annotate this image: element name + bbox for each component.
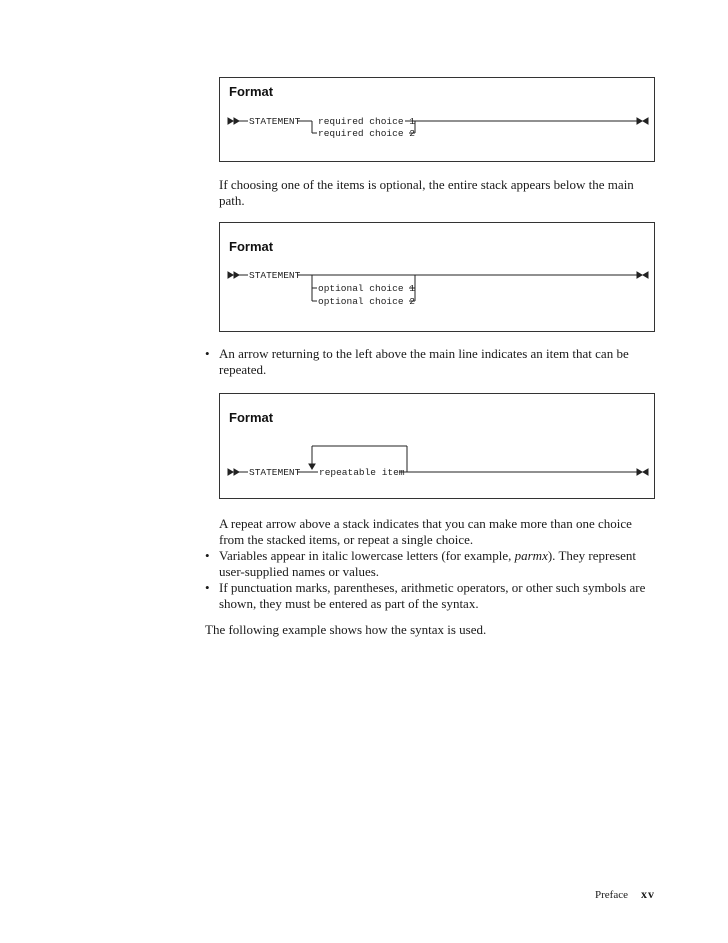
start-arrow-icon	[228, 118, 233, 124]
end-arrow-icon	[637, 272, 642, 278]
diagram-title: Format	[229, 84, 274, 99]
statement-keyword: STATEMENT	[249, 116, 301, 127]
repeatable-item-diagram	[220, 394, 656, 500]
required-choice-diagram	[220, 78, 656, 163]
syntax-diagram-required	[219, 77, 655, 162]
paragraph-example-intro: The following example shows how the syntax is used.	[205, 622, 487, 637]
paragraph-optional: If choosing one of the items is optional, the entire stack appears below the main path.	[219, 177, 634, 208]
start-arrow-icon	[234, 118, 239, 124]
optional-choice-diagram	[220, 223, 656, 333]
end-arrow-icon	[643, 469, 648, 475]
bullet-marker: •	[205, 548, 210, 563]
bullet-marker: •	[205, 580, 210, 595]
bullet-variables	[219, 548, 659, 580]
variables-text-end: ). They represent user-supplied names or values.	[219, 548, 637, 579]
diagram-title: Format	[229, 410, 274, 425]
variable-example: parmx	[514, 548, 548, 563]
repeat-arrow-icon	[309, 464, 315, 469]
page-number: xv	[641, 887, 655, 901]
end-arrow-icon	[637, 118, 642, 124]
statement-keyword: STATEMENT	[249, 270, 301, 281]
end-arrow-icon	[643, 118, 648, 124]
bullet-repeat-arrow: An arrow returning to the left above the main line indicates an item that can be repeated.	[219, 346, 629, 377]
footer-section: Preface	[595, 889, 628, 901]
repeatable-item: repeatable item	[319, 467, 405, 478]
optional-choice-1: optional choice 1	[318, 283, 415, 294]
start-arrow-icon	[234, 272, 239, 278]
syntax-diagram-optional	[219, 222, 655, 332]
required-choice-1: required choice 1	[318, 116, 415, 127]
diagram-title: Format	[229, 239, 274, 254]
optional-choice-2: optional choice 2	[318, 296, 415, 307]
statement-keyword: STATEMENT	[249, 467, 301, 478]
syntax-diagram-repeatable	[219, 393, 655, 499]
end-arrow-icon	[637, 469, 642, 475]
paragraph-repeat-stack: A repeat arrow above a stack indicates that you can make more than one choice from the stacked items, or repeat a single choice.	[219, 516, 632, 547]
variables-text-start: Variables appear in italic lowercase letters (for example,	[219, 548, 515, 563]
required-choice-2: required choice 2	[318, 128, 415, 139]
bullet-marker: •	[205, 346, 210, 361]
start-arrow-icon	[228, 272, 233, 278]
start-arrow-icon	[228, 469, 233, 475]
bullet-punctuation: If punctuation marks, parentheses, arithmetic operators, or other such symbols are shown, they must be entered as part of the syntax.	[219, 580, 646, 611]
end-arrow-icon	[643, 272, 648, 278]
start-arrow-icon	[234, 469, 239, 475]
